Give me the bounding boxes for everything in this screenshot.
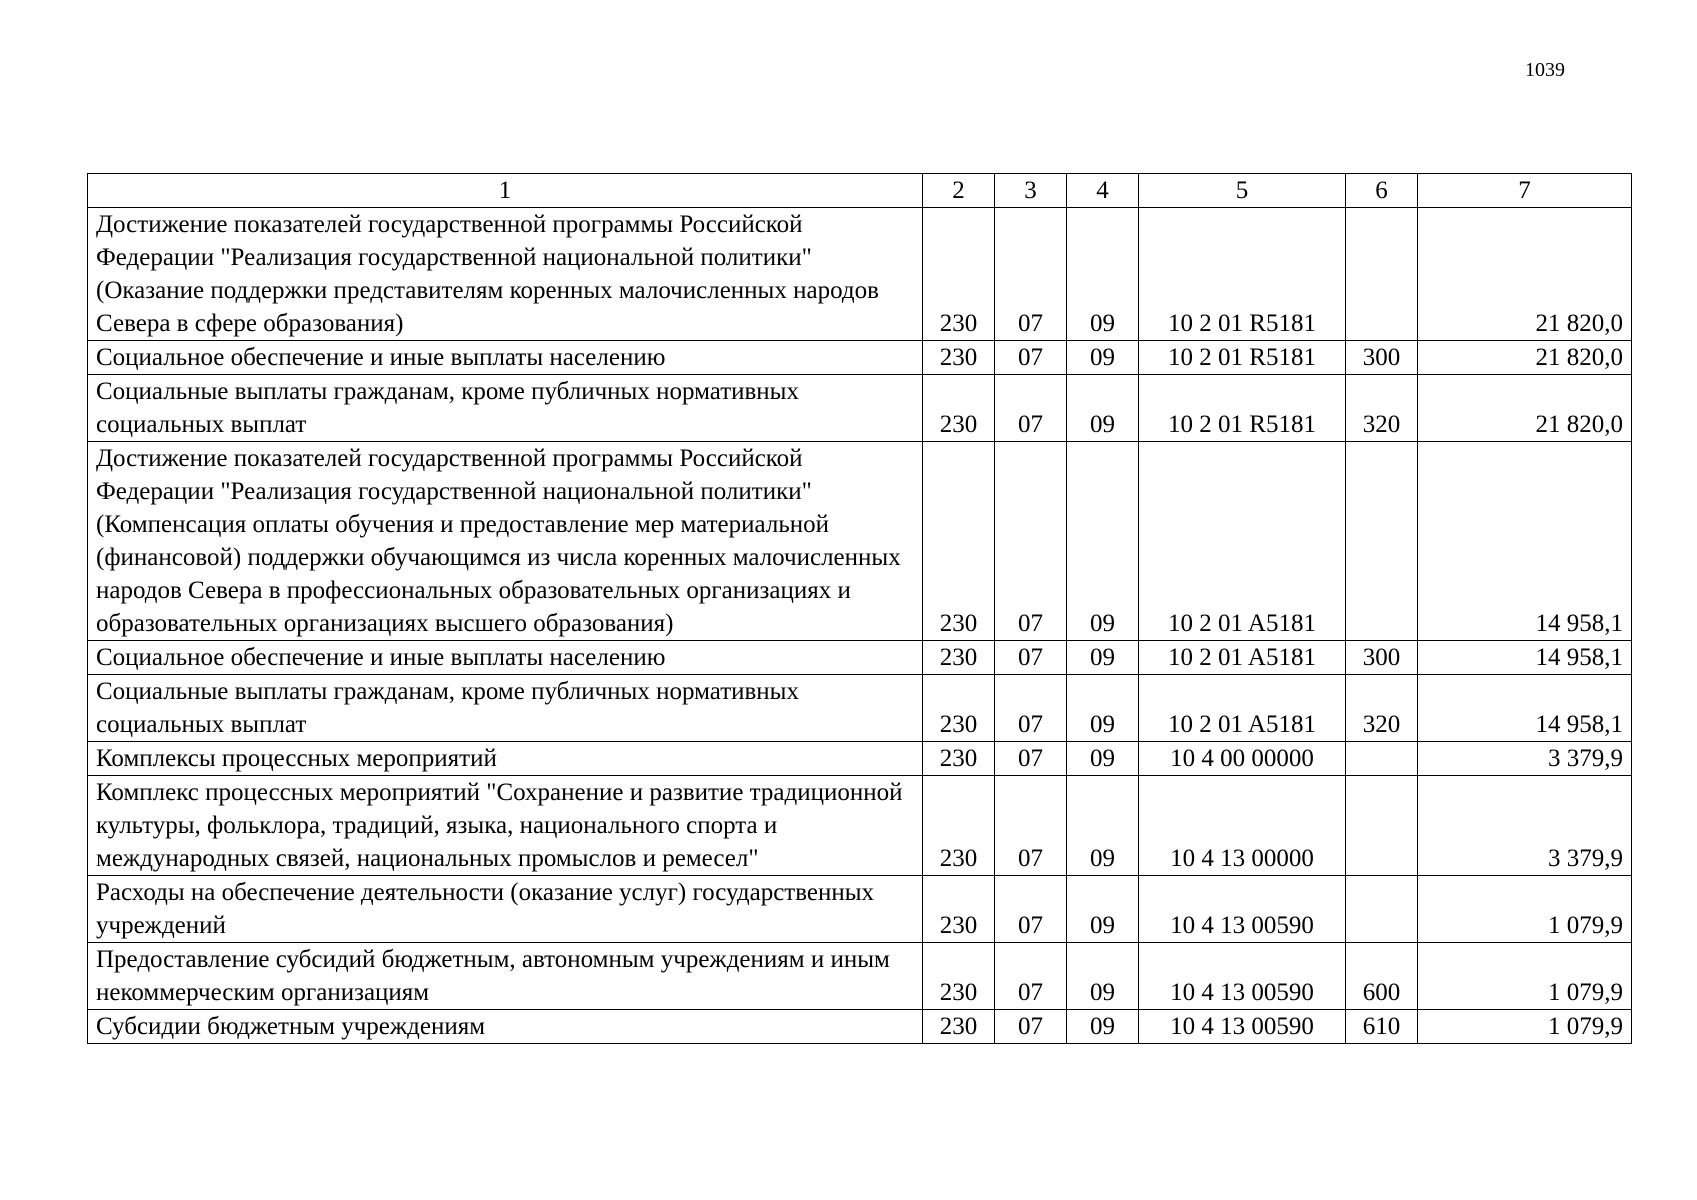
- row-subsection: 09: [1067, 208, 1139, 341]
- budget-table: [87, 173, 1632, 1044]
- row-subsection: 09: [1067, 442, 1139, 641]
- row-ministry: 230: [923, 876, 995, 943]
- column-header: 6: [1346, 174, 1418, 208]
- column-header: 5: [1139, 174, 1346, 208]
- column-header: 3: [995, 174, 1067, 208]
- table-header-row: [88, 174, 1632, 208]
- row-subsection: 09: [1067, 375, 1139, 442]
- row-name: Комплекс процессных мероприятий "Сохранение и развитие традиционной культуры, фольклора, традиций, языка, национального спорта и международных связей, национальных промыслов и ремесел": [88, 776, 923, 876]
- table-row: [88, 208, 1632, 341]
- row-section: 07: [995, 442, 1067, 641]
- row-section: 07: [995, 943, 1067, 1010]
- row-expense-type: [1346, 442, 1418, 641]
- row-target: 10 2 01 R5181: [1139, 208, 1346, 341]
- row-ministry: 230: [923, 675, 995, 742]
- row-target: 10 2 01 A5181: [1139, 641, 1346, 675]
- row-amount: 14 958,1: [1418, 641, 1632, 675]
- row-subsection: 09: [1067, 876, 1139, 943]
- table-row: [88, 341, 1632, 375]
- row-name: Достижение показателей государственной программы Российской Федерации "Реализация государственной национальной политики" (Оказание поддержки представителям коренных малочисленных народов Севера в сфере образования): [88, 208, 923, 341]
- row-name: Социальное обеспечение и иные выплаты населению: [88, 341, 923, 375]
- row-subsection: 09: [1067, 641, 1139, 675]
- row-amount: 21 820,0: [1418, 208, 1632, 341]
- table-row: [88, 675, 1632, 742]
- row-amount: 3 379,9: [1418, 776, 1632, 876]
- row-amount: 1 079,9: [1418, 943, 1632, 1010]
- row-expense-type: [1346, 742, 1418, 776]
- row-ministry: 230: [923, 742, 995, 776]
- row-section: 07: [995, 208, 1067, 341]
- table-row: [88, 742, 1632, 776]
- row-subsection: 09: [1067, 341, 1139, 375]
- row-target: 10 4 00 00000: [1139, 742, 1346, 776]
- row-ministry: 230: [923, 442, 995, 641]
- row-expense-type: [1346, 208, 1418, 341]
- row-target: 10 2 01 R5181: [1139, 341, 1346, 375]
- row-ministry: 230: [923, 1010, 995, 1044]
- row-amount: 3 379,9: [1418, 742, 1632, 776]
- table-row: [88, 442, 1632, 641]
- row-target: 10 4 13 00590: [1139, 1010, 1346, 1044]
- row-section: 07: [995, 341, 1067, 375]
- row-section: 07: [995, 641, 1067, 675]
- row-section: 07: [995, 675, 1067, 742]
- row-expense-type: 300: [1346, 341, 1418, 375]
- row-name: Предоставление субсидий бюджетным, автономным учреждениям и иным некоммерческим организациям: [88, 943, 923, 1010]
- table-row: [88, 1010, 1632, 1044]
- row-name: Комплексы процессных мероприятий: [88, 742, 923, 776]
- row-expense-type: 600: [1346, 943, 1418, 1010]
- row-target: 10 4 13 00590: [1139, 876, 1346, 943]
- row-section: 07: [995, 375, 1067, 442]
- row-ministry: 230: [923, 641, 995, 675]
- row-amount: 14 958,1: [1418, 442, 1632, 641]
- row-name: Субсидии бюджетным учреждениям: [88, 1010, 923, 1044]
- row-amount: 14 958,1: [1418, 675, 1632, 742]
- row-ministry: 230: [923, 943, 995, 1010]
- row-subsection: 09: [1067, 742, 1139, 776]
- row-expense-type: [1346, 776, 1418, 876]
- row-expense-type: 320: [1346, 375, 1418, 442]
- row-amount: 1 079,9: [1418, 1010, 1632, 1044]
- row-subsection: 09: [1067, 943, 1139, 1010]
- column-header: 4: [1067, 174, 1139, 208]
- row-amount: 1 079,9: [1418, 876, 1632, 943]
- column-header: 7: [1418, 174, 1632, 208]
- row-expense-type: 320: [1346, 675, 1418, 742]
- row-expense-type: [1346, 876, 1418, 943]
- row-subsection: 09: [1067, 776, 1139, 876]
- row-ministry: 230: [923, 208, 995, 341]
- row-name: Социальное обеспечение и иные выплаты населению: [88, 641, 923, 675]
- row-target: 10 2 01 R5181: [1139, 375, 1346, 442]
- row-ministry: 230: [923, 776, 995, 876]
- row-section: 07: [995, 742, 1067, 776]
- table-row: [88, 876, 1632, 943]
- page-number: 1039: [1525, 59, 1565, 81]
- row-ministry: 230: [923, 341, 995, 375]
- table-row: [88, 375, 1632, 442]
- row-expense-type: 300: [1346, 641, 1418, 675]
- row-target: 10 2 01 A5181: [1139, 442, 1346, 641]
- row-amount: 21 820,0: [1418, 341, 1632, 375]
- column-header: 1: [88, 174, 923, 208]
- row-subsection: 09: [1067, 675, 1139, 742]
- row-name: Социальные выплаты гражданам, кроме публичных нормативных социальных выплат: [88, 375, 923, 442]
- column-header: 2: [923, 174, 995, 208]
- table-row: [88, 641, 1632, 675]
- row-name: Достижение показателей государственной программы Российской Федерации "Реализация государственной национальной политики" (Компенсация оплаты обучения и предоставление мер материальной (финансовой) поддержки обучающимся из числа коренных малочисленных народов Севера в профессиональных образовательных организациях и образовательных организациях высшего образования): [88, 442, 923, 641]
- row-subsection: 09: [1067, 1010, 1139, 1044]
- row-name: Социальные выплаты гражданам, кроме публичных нормативных социальных выплат: [88, 675, 923, 742]
- table-row: [88, 776, 1632, 876]
- row-section: 07: [995, 776, 1067, 876]
- row-target: 10 4 13 00590: [1139, 943, 1346, 1010]
- row-name: Расходы на обеспечение деятельности (оказание услуг) государственных учреждений: [88, 876, 923, 943]
- row-expense-type: 610: [1346, 1010, 1418, 1044]
- row-amount: 21 820,0: [1418, 375, 1632, 442]
- row-section: 07: [995, 876, 1067, 943]
- row-section: 07: [995, 1010, 1067, 1044]
- row-ministry: 230: [923, 375, 995, 442]
- row-target: 10 4 13 00000: [1139, 776, 1346, 876]
- table-row: [88, 943, 1632, 1010]
- row-target: 10 2 01 A5181: [1139, 675, 1346, 742]
